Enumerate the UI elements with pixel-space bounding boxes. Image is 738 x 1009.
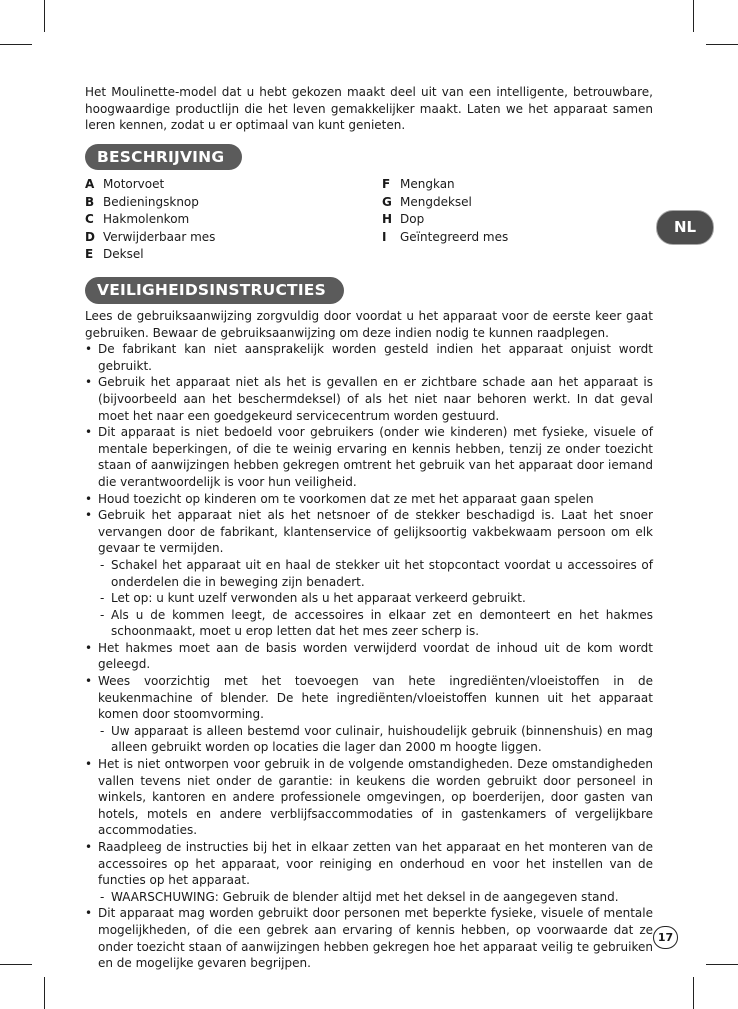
- parts-list: [85, 176, 653, 263]
- part-label: Verwijderbaar mes: [103, 229, 216, 244]
- safety-item-text: Raadpleeg de instructies bij het in elkaar zetten van het apparaat en het monteren van de accessoires op het apparaat, voor reiniging en onderhoud en voor het instellen van de functies op het apparaat.: [98, 840, 653, 888]
- safety-item-text: Gebruik het apparaat niet als het netsnoer of de stekker beschadigd is. Laat het snoer vervangen door de fabrikant, klantenservice of gelijksoortig vakbekwaam persoon om elk gevaar te vermijden.: [98, 508, 653, 556]
- part-letter: D: [85, 229, 95, 244]
- safety-heading: VEILIGHEIDSINSTRUCTIES: [85, 277, 344, 304]
- part-letter: B: [85, 194, 95, 209]
- safety-item: [85, 341, 653, 374]
- safety-item-text: De fabrikant kan niet aansprakelijk worden gesteld indien het apparaat onjuist wordt gebruikt.: [98, 342, 653, 373]
- part-letter: G: [382, 194, 392, 209]
- crop-mark: [706, 44, 738, 45]
- language-badge: NL: [656, 210, 714, 245]
- safety-item-text: Dit apparaat is niet bedoeld voor gebruikers (onder wie kinderen) met fysieke, visuele of mentale beperkingen, of die te weinig ervaring en kennis hebben, tenzij ze onder toezicht staan of aanwijzingen hebben gekregen omtrent het gebruik van het apparaat door iemand die verantwoordelijk is voor hun veiligheid.: [98, 425, 653, 489]
- safety-intro: Lees de gebruiksaanwijzing zorgvuldig door voordat u het apparaat voor de eerste keer gaat gebruiken. Bewaar de gebruiksaanwijzing om deze indien nodig te kunnen raadplegen.: [85, 309, 653, 340]
- safety-sublist: [98, 723, 653, 756]
- crop-mark: [44, 977, 45, 1009]
- part-label: Deksel: [103, 247, 144, 261]
- part-label: Motorvoet: [103, 177, 165, 192]
- safety-item-text: Houd toezicht op kinderen om te voorkomen dat ze met het apparaat gaan spelen: [98, 491, 594, 506]
- part-letter: A: [85, 177, 95, 192]
- part-item: [85, 229, 382, 246]
- safety-sublist: [98, 557, 653, 640]
- crop-mark: [0, 964, 32, 965]
- part-item: [85, 211, 382, 228]
- crop-mark: [693, 977, 694, 1009]
- parts-column-right: [382, 176, 653, 263]
- safety-subitem: - Let op: u kunt uzelf verwonden als u het apparaat verkeerd gebruikt.: [98, 590, 653, 607]
- crop-mark: [44, 0, 45, 32]
- part-letter: H: [382, 212, 393, 227]
- safety-item-text: Wees voorzichtig met het toevoegen van hete ingrediënten/vloeistoffen in de keukenmachine of blender. De hete ingrediënten/vloeistoffen kunnen uit het apparaat komen door stoomvorming.: [98, 674, 653, 722]
- safety-item-text: Gebruik het apparaat niet als het is gevallen en er zichtbare schade aan het apparaat is (bijvoorbeeld aan het beschermdeksel) of als het niet naar behoren werkt. In dat geval moet het naar een goedgekeurd servicecentrum worden gestuurd.: [98, 375, 653, 423]
- safety-item: [85, 507, 653, 640]
- part-item: [85, 194, 382, 211]
- safety-subitem: - Uw apparaat is alleen bestemd voor culinair, huishoudelijk gebruik (binnenshuis) en mag alleen gebruikt worden op locaties die lager dan 2000 m hoogte liggen.: [98, 723, 653, 756]
- part-letter: C: [85, 212, 94, 227]
- part-letter: I: [382, 229, 387, 244]
- safety-item-text: Het hakmes moet aan de basis worden verwijderd voordat de inhoud uit de kom wordt geleegd.: [98, 640, 653, 672]
- part-item: [382, 211, 653, 228]
- safety-item: [85, 424, 653, 490]
- part-label: Bedieningsknop: [103, 194, 199, 209]
- parts-column-left: [85, 176, 382, 263]
- safety-sublist: [98, 889, 653, 906]
- part-label: Mengkan: [400, 177, 455, 192]
- part-item: [382, 176, 653, 193]
- safety-item: [85, 839, 653, 905]
- safety-item: [85, 374, 653, 424]
- crop-mark: [693, 0, 694, 32]
- part-label: Mengdeksel: [400, 194, 472, 209]
- part-label: Geïntegreerd mes: [400, 229, 509, 244]
- safety-item: [85, 491, 653, 508]
- intro-paragraph: Het Moulinette-model dat u hebt gekozen maakt deel uit van een intelligente, betrouwbare, hoogwaardige productlijn die het leven gemakkelijker maakt. Laten we het apparaat samen leren kennen, zodat u er optimaal van kunt genieten.: [85, 85, 653, 133]
- part-letter: F: [382, 177, 391, 192]
- safety-list: [85, 341, 653, 972]
- part-label: Dop: [400, 212, 425, 227]
- safety-item-text: Het is niet ontworpen voor gebruik in de volgende omstandigheden. Deze omstandigheden vallen tevens niet onder de garantie: in keukens die worden gebruikt door personeel in winkels, kantoren en andere professionele omgevingen, op boerderijen, door gasten van hotels, motels en andere verblijfsaccommodaties of in gastenkamers of vergelijkbare accommodaties.: [98, 757, 653, 838]
- crop-mark: [706, 964, 738, 965]
- part-letter: E: [85, 247, 94, 261]
- safety-subitem: - Als u de kommen leegt, de accessoires in elkaar zet en demonteert en het hakmes schoonmaakt, moet u erop letten dat het mes zeer scherp is.: [98, 607, 653, 640]
- description-heading: BESCHRIJVING: [85, 144, 242, 171]
- safety-item: [85, 756, 653, 839]
- crop-mark: [0, 44, 32, 45]
- safety-subitem: - WAARSCHUWING: Gebruik de blender altijd met het deksel in de aangegeven stand.: [98, 889, 653, 906]
- safety-item: [85, 905, 653, 971]
- page-number: 17: [653, 926, 678, 949]
- part-label: Hakmolenkom: [103, 212, 190, 227]
- part-item: [85, 176, 382, 193]
- part-item: [85, 246, 382, 263]
- safety-item-text: Dit apparaat mag worden gebruikt door personen met beperkte fysieke, visuele of mentale mogelijkheden, of die een gebrek aan ervaring of kennis hebben, op voorwaarde dat ze onder toezicht staan of aanwijzingen hebben gekregen hoe het apparaat veilig te gebruiken en de mogelijke gevaren begrijpen.: [98, 906, 653, 971]
- safety-item: [85, 673, 653, 756]
- safety-item: [85, 640, 653, 673]
- page-content: [85, 84, 653, 972]
- part-item: [382, 194, 653, 211]
- safety-subitem: - Schakel het apparaat uit en haal de stekker uit het stopcontact voordat u accessoires of onderdelen die in beweging zijn benadert.: [98, 557, 653, 590]
- part-item: [382, 229, 653, 246]
